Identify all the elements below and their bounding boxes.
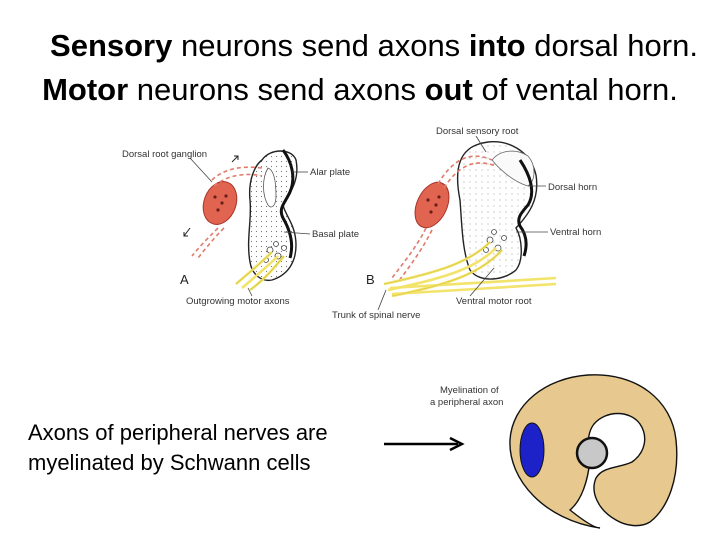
figure-b-label-trunk: Trunk of spinal nerve	[332, 310, 421, 321]
figure-b-leader-trunk	[378, 290, 386, 310]
figure-a-panel-label: A	[180, 272, 189, 287]
title-bold-sensory: Sensory	[50, 28, 173, 63]
myelination-diagram	[430, 375, 677, 528]
title-text-2b: of vental horn.	[472, 72, 678, 107]
title-text-1a: neurons send axons	[172, 28, 469, 63]
axon-cross-section	[577, 438, 607, 468]
caption-line-2: myelinated by Schwann cells	[28, 450, 311, 475]
figure-a-label-alar: Alar plate	[310, 167, 351, 178]
figure-b-label-sensory-root: Dorsal sensory root	[436, 126, 519, 137]
caption	[28, 418, 328, 478]
figure-a-label-motor-axons: Outgrowing motor axons	[186, 296, 290, 307]
myelin-label-line1: Myelination of	[440, 385, 499, 396]
figure-b-label-ventral-horn: Ventral horn	[550, 227, 602, 238]
figure-b-label-dorsal-horn: Dorsal horn	[548, 182, 598, 193]
title-bold-out: out	[424, 72, 473, 107]
arrow-right-icon	[384, 438, 462, 450]
figure-a-label-ganglion: Dorsal root ganglion	[122, 149, 208, 160]
title-text-1b: dorsal horn.	[525, 28, 698, 63]
title-text-2a: neurons send axons	[128, 72, 425, 107]
figure-b	[332, 126, 601, 321]
myelin-label-line2: a peripheral axon	[430, 397, 504, 408]
figure-a	[122, 149, 359, 307]
caption-line-1: Axons of peripheral nerves are	[28, 420, 328, 445]
title-bold-into: into	[468, 28, 526, 63]
schwann-nucleus	[520, 423, 544, 477]
figure-b-panel-label: B	[366, 272, 375, 287]
title-bold-motor: Motor	[42, 72, 129, 107]
figure-a-label-basal: Basal plate	[312, 229, 360, 240]
figure-b-ganglion	[408, 177, 455, 233]
figure-a-leader-ganglion	[190, 158, 212, 182]
figure-a-ganglion	[197, 177, 242, 229]
figure-b-label-ventral-root: Ventral motor root	[456, 296, 532, 307]
